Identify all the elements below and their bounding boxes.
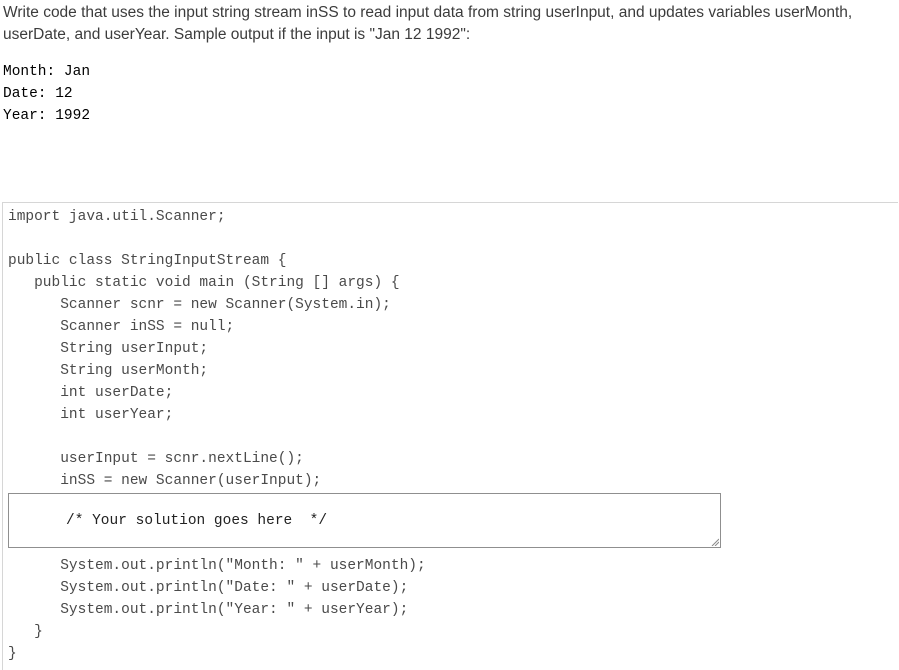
sample-output	[3, 61, 90, 127]
resize-grip-icon[interactable]	[711, 538, 719, 546]
code-line: System.out.println("Date: " + userDate);	[8, 580, 409, 596]
solution-placeholder: /* Your solution goes here */	[66, 513, 328, 529]
solution-input[interactable]	[8, 493, 721, 548]
sample-output-line: Month: Jan	[3, 64, 91, 80]
code-line: inSS = new Scanner(userInput);	[8, 473, 322, 489]
code-line: String userInput;	[8, 341, 209, 357]
code-line: public class StringInputStream {	[8, 253, 287, 269]
code-line: }	[8, 624, 43, 640]
code-line: int userYear;	[8, 407, 174, 423]
code-line: import java.util.Scanner;	[8, 209, 226, 225]
code-line: String userMonth;	[8, 363, 209, 379]
sample-output-line: Date: 12	[3, 86, 73, 102]
sample-output-line: Year: 1992	[3, 108, 91, 124]
code-line: userInput = scnr.nextLine();	[8, 451, 304, 467]
problem-statement: Write code that uses the input string stream inSS to read input data from string userInput, and updates variables userMonth, userDate, and userYear. Sample output if the input is "Jan 12 1992":	[3, 4, 853, 43]
code-line: System.out.println("Year: " + userYear);	[8, 602, 409, 618]
code-line: public static void main (String [] args) {	[8, 275, 400, 291]
code-line: Scanner inSS = null;	[8, 319, 235, 335]
code-line: Scanner scnr = new Scanner(System.in);	[8, 297, 391, 313]
code-line: System.out.println("Month: " + userMonth);	[8, 558, 426, 574]
code-line: }	[8, 646, 17, 662]
code-line: int userDate;	[8, 385, 174, 401]
